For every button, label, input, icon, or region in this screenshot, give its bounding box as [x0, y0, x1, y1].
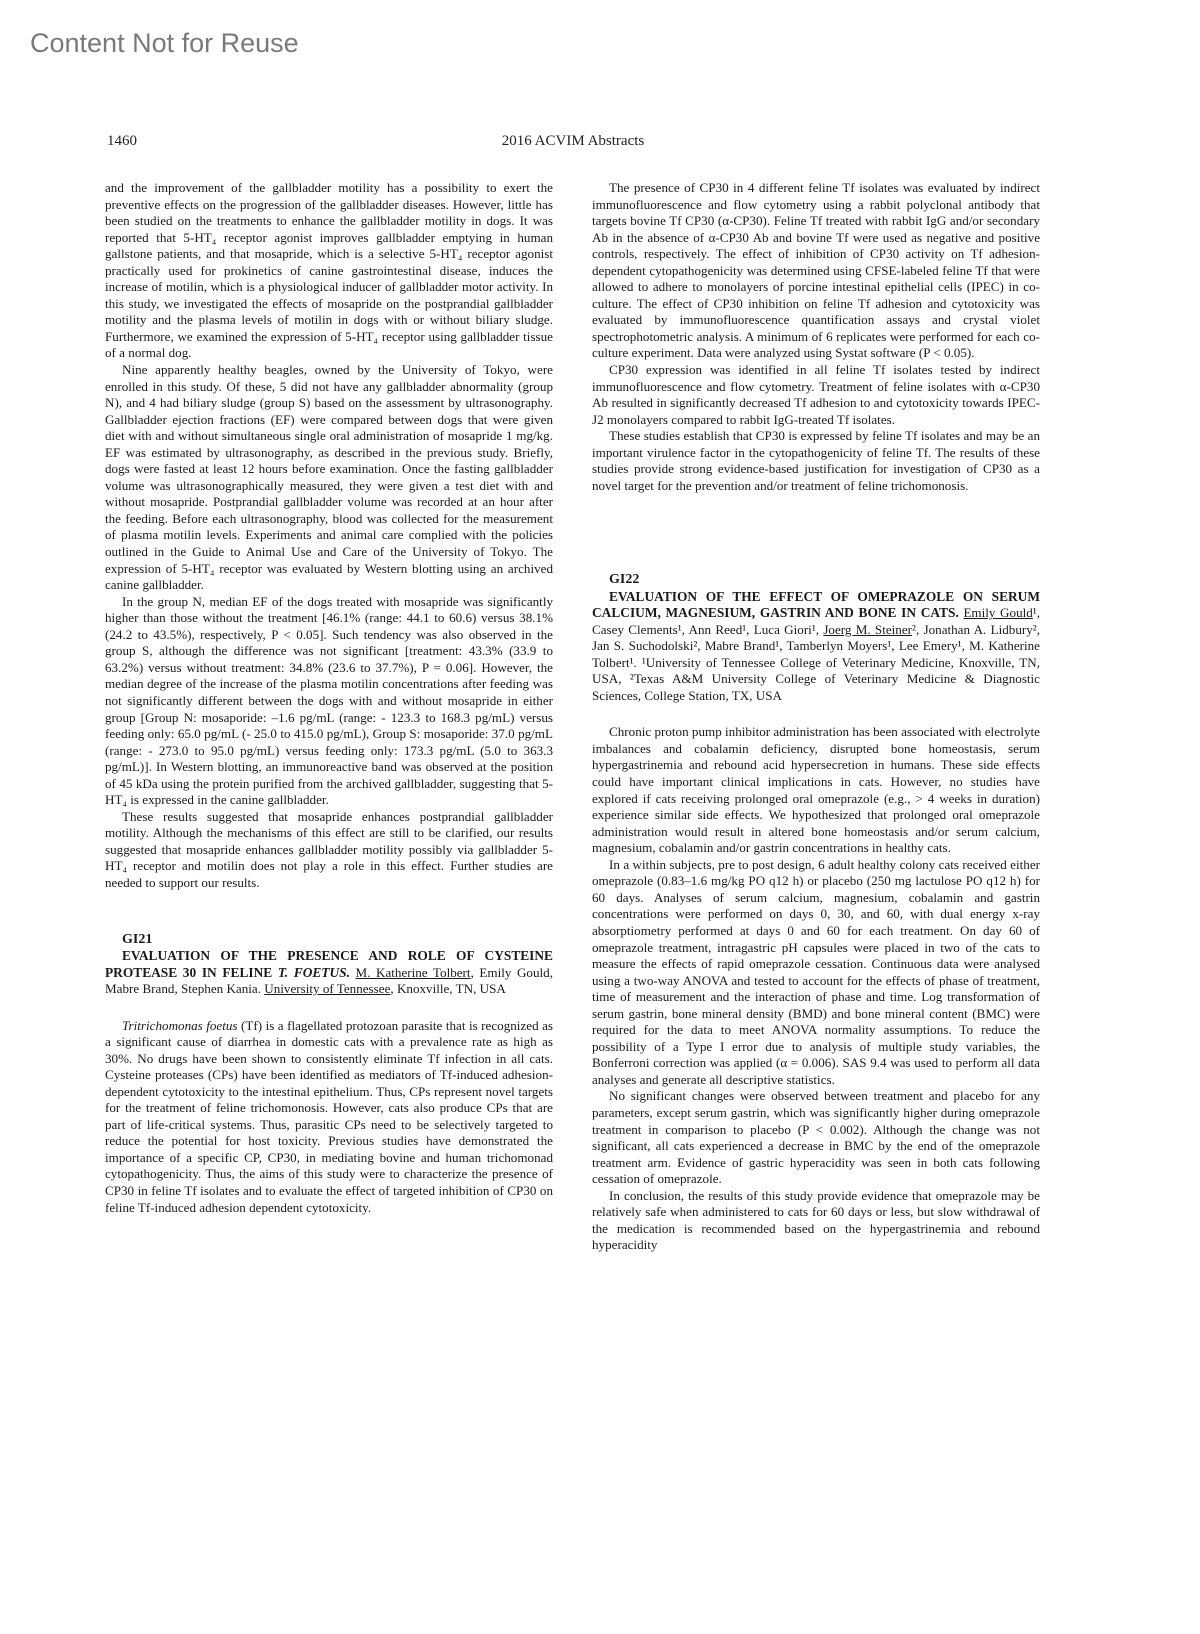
- gi20-paragraph-1: and the improvement of the gallbladder motility has a possibility to exert the preventive effects on the progression of the gallbladder diseases. However, little has been studied on the treatments to enhance the gallbladder motility in dogs. It was reported that 5-HT₄ receptor agonist improves gallbladder emptying in human gallstone patients, and that mosapride, which is a selective 5-HT₄ receptor agonist practically used for prokinetics of canine gastrointestinal disease, induces the increase of motilin, which is a physiological inducer of gallbladder motor activity. In this study, we investigated the effects of mosapride on the postprandial gallbladder motility and the plasma levels of motilin in dogs with or without biliary sludge. Furthermore, we examined the expression of 5-HT₄ receptor using gallbladder tissue of a normal dog.: [105, 180, 553, 361]
- gi22-title-text: EVALUATION OF THE EFFECT OF OMEPRAZOLE ON SERUM CALCIUM, MAGNESIUM, GASTRIN AND BONE IN CATS.: [592, 588, 1040, 621]
- gi21-paragraph-3: CP30 expression was identified in all feline Tf isolates tested by indirect immunofluorescence and flow cytometry. Treatment of feline isolates with α-CP30 Ab resulted in significantly decreased Tf adhesion to and cytotoxicity towards IPEC-J2 monolayers compared to rabbit IgG-treated Tf isolates.: [592, 362, 1040, 427]
- gi22-code: GI22: [609, 572, 640, 588]
- gi20-paragraph-2: Nine apparently healthy beagles, owned by the University of Tokyo, were enrolled in this study. Of these, 5 did not have any gallbladder abnormality (group N), and 4 had biliary sludge (group S) based on the assessment by ultrasonography. Gallbladder ejection fractions (EF) were compared between dogs that were given diet with and without simultaneous single oral administration of mosapride 1 mg/kg. EF was estimated by ultrasonography, as described in the previous study. Briefly, dogs were fasted at least 12 hours before examination. Once the fasting gallbladder volume was ultrasonographically measured, they were given a test diet with and without mosapride. Postprandial gallbladder volume was recorded at an hour after the feeding. Before each ultrasonography, blood was collected for the measurement of plasma motilin levels. Experiments and animal care complied with the policies outlined in the Guide to Animal Use and Care of the University of Tokyo. The expression of 5-HT₄ receptor was evaluated by Western blotting using an archived canine gallbladder.: [105, 362, 553, 593]
- gi21-organism-name: Tritrichomonas foetus: [122, 1017, 238, 1033]
- gi22-authors-2: ², Jonathan A. Lidbury², Jan S. Suchodolski², Mabre Brand¹, Tamberlyn Moyers¹, Lee Emery¹, M. Katherine Tolbert¹. ¹University of Tennessee College of Veterinary Medicine, Knoxville, TN, USA, ²Texas A&M University College of Veterinary Medicine & Diagnostic Sciences, College Station, TX, USA: [592, 621, 1041, 703]
- watermark: Content Not for Reuse: [30, 28, 299, 58]
- gi21-authors: , Emily Gould, Mabre Brand, Stephen Kania.: [105, 964, 553, 997]
- gi22-underlined-author: Joerg M. Steiner: [823, 621, 913, 637]
- gi22-authors-1: ¹, Casey Clements¹, Ann Reed¹, Luca Giori¹,: [592, 605, 1040, 637]
- gi22-paragraph-1: Chronic proton pump inhibitor administration has been associated with electrolyte imbalances and cobalamin deficiency, disrupted bone homeostasis, serum hypergastrinemia and rebound acid hypersecretion in humans. These side effects could have important clinical implications in cats. However, no studies have explored if cats receiving prolonged oral omeprazole (e.g., > 4 weeks in duration) experience similar side effects. We hypothesized that prolonged oral omeprazole administration would result in altered bone homeostasis and/or serum calcium, magnesium, cobalamin and/or gastrin concentrations in healthy cats.: [592, 724, 1040, 856]
- gi22-paragraph-3: No significant changes were observed between treatment and placebo for any parameters, except serum gastrin, which was significantly higher during omeprazole treatment in comparison to placebo (P < 0.002). Although the change was not significant, all cats experienced a decrease in BMC by the end of the omeprazole treatment arm. Evidence of gastric hyperacidity was seen in both cats following cessation of omeprazole.: [592, 1088, 1040, 1187]
- gi21-code: GI21: [122, 931, 153, 947]
- gi21-title-organism: T. FOETUS.: [277, 964, 350, 980]
- gi22-title: [592, 589, 1040, 705]
- right-column: [592, 180, 1040, 1254]
- gi20-paragraph-3: In the group N, median EF of the dogs treated with mosapride was significantly higher than those without the treatment [46.1% (range: 44.1 to 60.6) versus 38.1% (24.2 to 43.5%), respectively, P < 0.05]. Such tendency was also observed in the group S, although the difference was not significant [treatment: 43.3% (33.9 to 63.2%) versus without treatment: 34.8% (23.6 to 37.7%), P = 0.06]. However, the median degree of the increase of the plasma motilin concentrations after feeding was not significantly different between the dogs with and without mosapride in either group [Group N: mosaporide: –1.6 pg/mL (range: - 123.3 to 168.3 pg/mL) versus feeding only: 65.0 pg/mL (- 25.0 to 415.0 pg/mL), Group S: mosaporide: 37.0 pg/mL (range: - 273.0 to 95.0 pg/mL) versus feeding only: 173.3 pg/mL (5.0 to 363.3 pg/mL)]. In Western blotting, an immunoreactive band was observed at the position of 45 kDa using the protein purified from the archived gallbladder, suggesting that 5-HT₄ is expressed in the canine gallbladder.: [105, 593, 553, 808]
- gi20-paragraph-4: These results suggested that mosapride enhances postprandial gallbladder motility. Although the mechanisms of this effect are still to be clarified, our results suggested that mosapride enhances gallbladder motility possibly via gallbladder 5-HT₄ receptor and motilin does not play a role in this effect. Further studies are needed to support our results.: [105, 808, 553, 890]
- gi22-paragraph-2: In a within subjects, pre to post design, 6 adult healthy colony cats received either omeprazole (0.83–1.6 mg/kg PO q12 h) or placebo (250 mg lactulose PO q12 h) for 60 days. Analyses of serum calcium, magnesium, cobalamin and gastrin concentrations were performed on days 0, 30, and 60, with dual energy x-ray absorptiometry performed at days 0 and 60 for each treatment. On day 60 of omeprazole treatment, intragastric pH capsules were placed in two of the cats to measure the effects of rapid omeprazole cessation. Continuous data were analysed using a two-way ANOVA and tested to account for the effects of phase of treatment, time of measurement and the interaction of phase and time. Log transformation of serum gastrin, bone mineral density (BMD) and bone mineral content (BMC) were required for the data to meet ANOVA normality assumptions. To reduce the possibility of a Type I error due to analysis of multiple study variables, the Bonferroni correction was applied (α = 0.006). SAS 9.4 was used to perform all data analyses and generate all descriptive statistics.: [592, 856, 1040, 1087]
- gi21-affiliation: University of Tennessee: [264, 981, 391, 997]
- gi22-paragraph-4: In conclusion, the results of this study provide evidence that omeprazole may be relatively safe when administered to cats for 60 days or less, but slow withdrawal of the medication is recommended based on the hypergastrinemia and rebound hyperacidity: [592, 1187, 1040, 1253]
- journal-title: 2016 ACVIM Abstracts: [501, 133, 645, 149]
- gi22-presenter: Emily Gould: [963, 605, 1033, 621]
- gi21-paragraph-2: The presence of CP30 in 4 different feline Tf isolates was evaluated by indirect immunofluorescence and flow cytometry using a rabbit polyclonal antibody that targets bovine Tf CP30 (α-CP30). Feline Tf treated with rabbit IgG and/or secondary Ab in the absence of α-CP30 Ab and bovine Tf were used as negative and positive controls, respectively. The effect of inhibition of CP30 activity on Tf adhesion-dependent cytopathogenicity was determined using CFSE-labeled feline Tf that were allowed to adhere to monolayers of porcine intestinal epithelial cells (IPEC) in co-culture. The effect of CP30 inhibition on feline Tf adhesion and cytotoxicity was evaluated by immunofluorescence quantification assays and crystal violet spectrophotometric analysis. A minimum of 6 replicates were performed for each co-culture experiment. Data were analyzed using Systat software (P < 0.05).: [592, 180, 1040, 361]
- gi21-paragraph-4: These studies establish that CP30 is expressed by feline Tf isolates and may be an important virulence factor in the cytopathogenicity of feline Tf. The results of these studies provide strong evidence-based justification for investigation of CP30 as a novel target for the prevention and/or treatment of feline trichomonosis.: [592, 428, 1040, 493]
- left-column: [105, 180, 553, 1216]
- page-number: 1460: [107, 133, 137, 149]
- gi21-title-text: EVALUATION OF THE PRESENCE AND ROLE OF CYSTEINE PROTEASE 30 IN FELINE: [105, 948, 553, 980]
- gi21-location: , Knoxville, TN, USA: [390, 981, 506, 997]
- gi21-title: [105, 948, 553, 998]
- gi21-presenter: M. Katherine Tolbert: [355, 964, 471, 980]
- gi21-paragraph-1: [105, 1018, 553, 1217]
- gi21-paragraph-1-text: (Tf) is a flagellated protozoan parasite that is recognized as a significant cause of diarrhea in domestic cats with a prevalence rate as high as 30%. No drugs have been shown to consistently eliminate Tf infection in all cats. Cysteine proteases (CPs) have been identified as mediators of Tf-induced adhesion-dependent cytotoxicity to the intestinal epithelium. Thus, CPs represent novel targets for the treatment of feline trichomonosis. However, cats also produce CPs that are part of life-critical systems. Thus, parasitic CPs need to be selectively targeted to reduce the potential for host toxicity. Previous studies have demonstrated the importance of a specific CP, CP30, in mediating bovine and human trichomonad cytopathogenicity. Thus, the aims of this study were to characterize the presence of CP30 in feline Tf isolates and to evaluate the effect of targeted inhibition of CP30 on feline Tf-induced adhesion dependent cytotoxicity.: [105, 1017, 554, 1215]
